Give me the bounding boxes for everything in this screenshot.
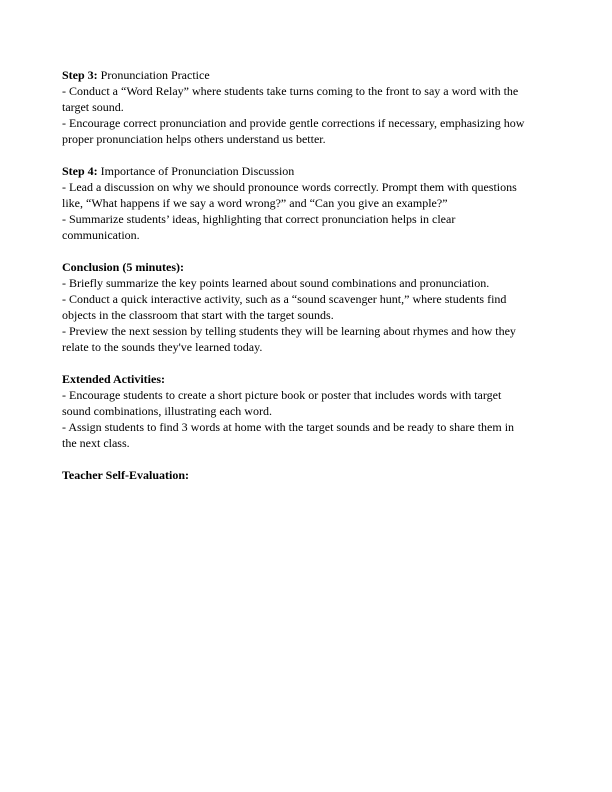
body-line: the next class.: [62, 436, 130, 450]
section-heading-rest-text: Importance of Pronunciation Discussion: [97, 164, 295, 178]
section-heading-rest-text: Pronunciation Practice: [97, 68, 210, 82]
document-section: [62, 163, 552, 243]
document-content: [62, 67, 552, 499]
body-line: - Conduct a quick interactive activity, such as a “sound scavenger hunt,” where students find: [62, 292, 507, 306]
section-heading: [62, 67, 552, 83]
body-line: - Conduct a “Word Relay” where students take turns coming to the front to say a word with the: [62, 84, 519, 98]
body-line: - Summarize students’ ideas, highlighting that correct pronunciation helps in clear: [62, 212, 456, 226]
body-line: like, “What happens if we say a word wrong?” and “Can you give an example?”: [62, 196, 448, 210]
document-section: [62, 259, 552, 355]
section-heading-bold-text: Extended Activities:: [62, 372, 165, 386]
body-line: - Encourage correct pronunciation and provide gentle corrections if necessary, emphasizing how: [62, 116, 525, 130]
body-line: relate to the sounds they've learned today.: [62, 340, 263, 354]
section-heading-bold-text: Conclusion (5 minutes):: [62, 260, 185, 274]
body-line: - Lead a discussion on why we should pronounce words correctly. Prompt them with questions: [62, 180, 517, 194]
section-heading-bold-text: Step 3:: [62, 68, 98, 82]
body-line: - Briefly summarize the key points learned about sound combinations and pronunciation.: [62, 276, 490, 290]
body-line: target sound.: [62, 100, 124, 114]
document-section: [62, 371, 552, 451]
document-section: [62, 467, 552, 483]
body-line: sound combinations, illustrating each word.: [62, 404, 272, 418]
document-section: [62, 67, 552, 147]
body-line: communication.: [62, 228, 140, 242]
section-heading: [62, 163, 552, 179]
section-heading-bold-text: Teacher Self-Evaluation:: [62, 468, 190, 482]
body-line: objects in the classroom that start with the target sounds.: [62, 308, 334, 322]
body-line: - Assign students to find 3 words at home with the target sounds and be ready to share them in: [62, 420, 515, 434]
body-line: - Preview the next session by telling students they will be learning about rhymes and how they: [62, 324, 516, 338]
section-heading: [62, 371, 552, 387]
section-heading: [62, 259, 552, 275]
section-heading-bold-text: Step 4:: [62, 164, 98, 178]
section-heading: [62, 467, 552, 483]
body-line: proper pronunciation helps others understand us better.: [62, 132, 326, 146]
body-line: - Encourage students to create a short picture book or poster that includes words with target: [62, 388, 502, 402]
